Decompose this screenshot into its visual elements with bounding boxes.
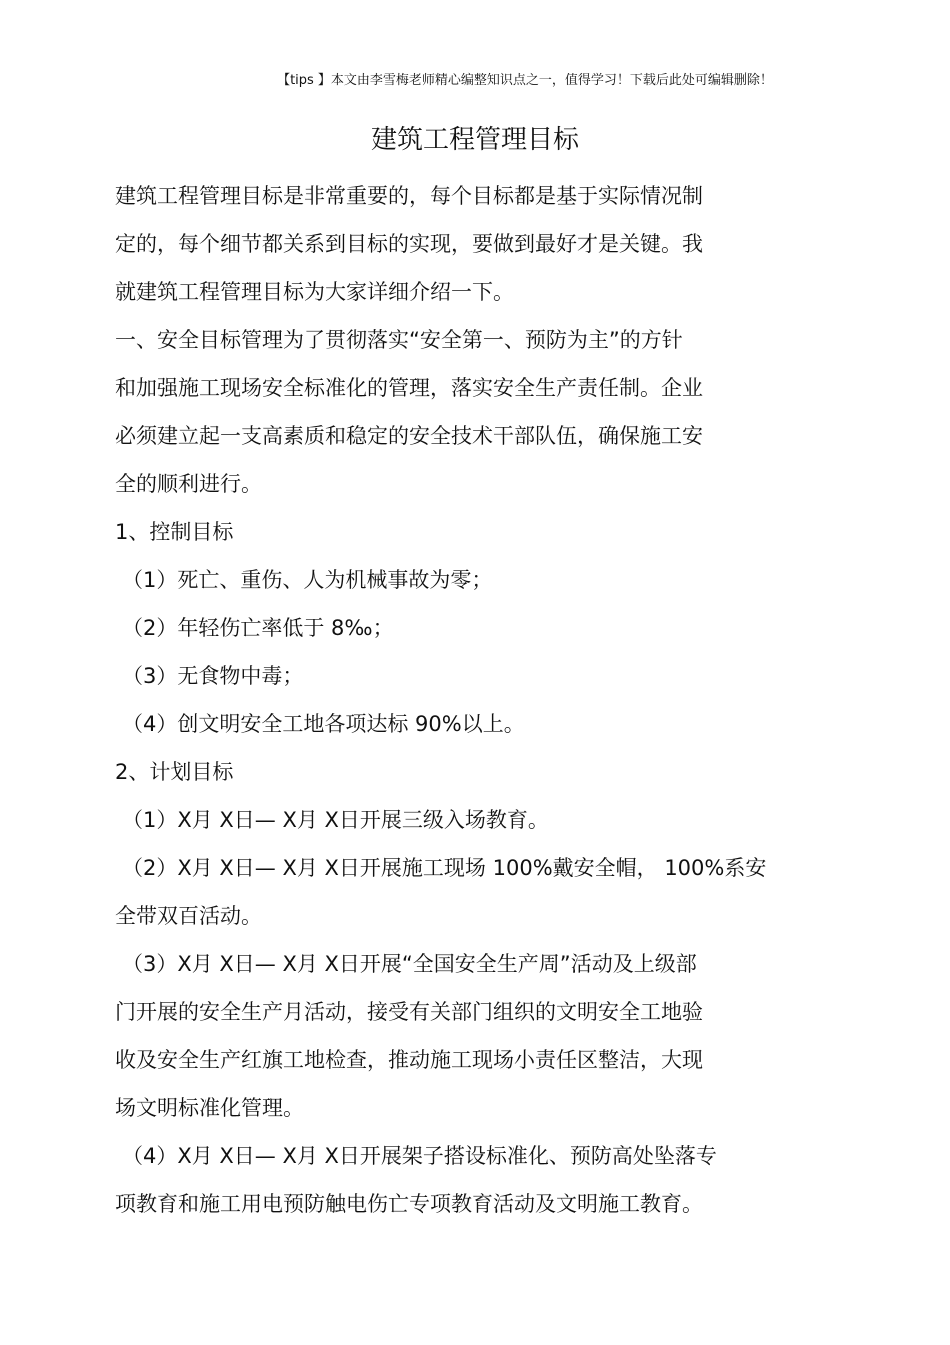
paragraph-line: 就建筑工程管理目标为大家详细介绍一下。: [115, 280, 514, 304]
list-item: （3）无食物中毒；: [122, 664, 304, 688]
list-item-continuation: 项教育和施工用电预防触电伤亡专项教育活动及文明施工教育。: [115, 1192, 703, 1216]
list-item-continuation: 场文明标准化管理。: [115, 1096, 304, 1120]
paragraph-line: 全的顺利进行。: [115, 472, 262, 496]
list-item: （4）X月 X日— X月 X日开展架子搭设标准化、预防高处坠落专: [122, 1144, 717, 1168]
tips-header: 【tips 】本文由李雪梅老师精心编整知识点之一，值得学习！下载后此处可编辑删除！: [277, 73, 773, 88]
list-item: （1）X月 X日— X月 X日开展三级入场教育。: [122, 808, 549, 832]
subsection-heading: 2、计划目标: [115, 760, 234, 784]
list-item: （3）X月 X日— X月 X日开展“全国安全生产周”活动及上级部: [122, 952, 697, 976]
paragraph-line: 定的，每个细节都关系到目标的实现，要做到最好才是关键。我: [115, 232, 703, 256]
list-item-continuation: 全带双百活动。: [115, 904, 262, 928]
document-title: 建筑工程管理目标: [370, 125, 579, 155]
list-item: （4）创文明安全工地各项达标 90%以上。: [122, 712, 525, 736]
section-heading: 一、安全目标管理为了贯彻落实“安全第一、预防为主”的方针: [115, 328, 683, 352]
list-item: （2）年轻伤亡率低于 8‰；: [122, 616, 394, 640]
paragraph-line: 建筑工程管理目标是非常重要的，每个目标都是基于实际情况制: [115, 184, 703, 208]
list-item: （1）死亡、重伤、人为机械事故为零；: [122, 568, 493, 592]
list-item: （2）X月 X日— X月 X日开展施工现场 100%戴安全帽， 100%系安: [122, 856, 767, 880]
list-item-continuation: 门开展的安全生产月活动，接受有关部门组织的文明安全工地验: [115, 1000, 703, 1024]
list-item-continuation: 收及安全生产红旗工地检查，推动施工现场小责任区整洁，大现: [115, 1048, 703, 1072]
paragraph-line: 必须建立起一支高素质和稳定的安全技术干部队伍，确保施工安: [115, 424, 703, 448]
subsection-heading: 1、控制目标: [115, 520, 234, 544]
paragraph-line: 和加强施工现场安全标准化的管理，落实安全生产责任制。企业: [115, 376, 703, 400]
